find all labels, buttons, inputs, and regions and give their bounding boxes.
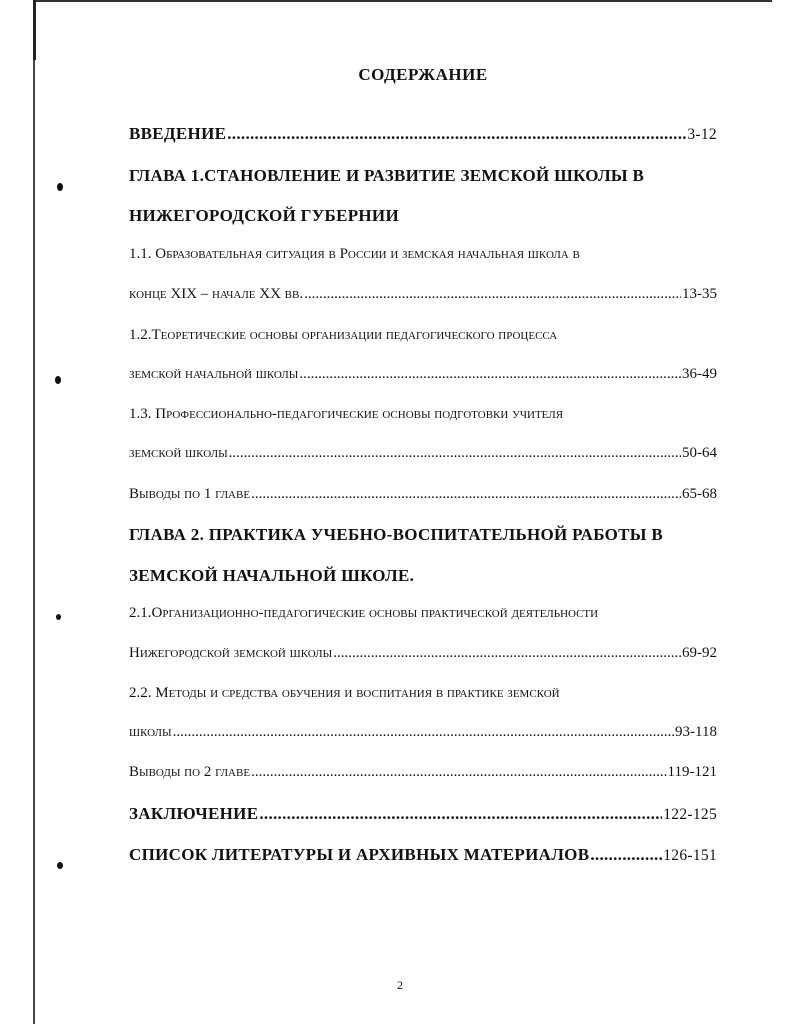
toc-section-text: 2.2. Методы и средства обучения и воспитания в практике земской (129, 685, 560, 701)
left-border-line (33, 0, 35, 1024)
toc-entry-pages: 65-68 (682, 486, 717, 502)
leader-dots (229, 445, 681, 462)
leader-dots (227, 124, 686, 144)
toc-entry-pages: 119-121 (667, 764, 717, 780)
page-number: 2 (397, 978, 403, 992)
toc-section-1-1-line1 (129, 246, 717, 263)
leader-dots (251, 764, 666, 781)
toc-section-1-3-line1 (129, 406, 717, 423)
toc-chapter-1-line1: ГЛАВА 1.СТАНОВЛЕНИЕ И РАЗВИТИЕ ЗЕМСКОЙ ШКОЛЫ В (129, 166, 645, 185)
leader-dots (173, 724, 674, 741)
toc-entry-references[interactable] (129, 845, 717, 865)
toc-entry-intro[interactable] (129, 124, 717, 144)
toc-entry-label: земской школы (129, 445, 228, 461)
toc-entry-conclusions-2[interactable] (129, 764, 717, 781)
toc-entry-label: Выводы по 1 главе (129, 486, 251, 502)
leader-dots (251, 486, 681, 503)
toc-section-text: 1.1. Образовательная ситуация в России и земская начальная школа в (129, 246, 580, 262)
scan-speck (55, 376, 61, 384)
toc-chapter-1-line2: НИЖЕГОРОДСКОЙ ГУБЕРНИИ (129, 206, 399, 225)
toc-entry-conclusion[interactable] (129, 804, 717, 824)
toc-entry-pages: 122-125 (663, 806, 717, 823)
toc-entry-label: СПИСОК ЛИТЕРАТУРЫ И АРХИВНЫХ МАТЕРИАЛОВ (129, 845, 590, 864)
top-border-line (36, 0, 772, 2)
toc-title: СОДЕРЖАНИЕ (358, 65, 488, 84)
scan-speck (57, 183, 63, 191)
leader-dots (333, 645, 681, 662)
toc-entry-section-1-2[interactable] (129, 366, 717, 383)
leader-dots (590, 845, 662, 865)
leader-dots (299, 366, 681, 383)
toc-entry-label: земской начальной школы (129, 366, 299, 382)
toc-entry-section-2-1[interactable] (129, 645, 717, 662)
toc-entry-label: ЗАКЛЮЧЕНИЕ (129, 804, 259, 823)
leader-dots (304, 286, 681, 303)
scan-speck (57, 862, 63, 869)
toc-entry-label: Нижегородской земской школы (129, 645, 333, 661)
toc-section-2-2-line1 (129, 685, 717, 702)
toc-entry-pages: 50-64 (682, 445, 717, 461)
toc-entry-pages: 3-12 (687, 126, 717, 143)
toc-entry-pages: 13-35 (682, 286, 717, 302)
toc-entry-label: конце XIX – начале XX вв. (129, 286, 304, 302)
toc-entry-pages: 93-118 (675, 724, 717, 740)
toc-entry-section-1-1[interactable] (129, 286, 717, 303)
toc-entry-label: ВВЕДЕНИЕ (129, 124, 227, 143)
toc-entry-label: школы (129, 724, 172, 740)
toc-section-1-2-line1 (129, 327, 717, 344)
left-border-line-top (33, 0, 36, 60)
toc-section-text: 2.1.Организационно-педагогические основы практической деятельности (129, 605, 599, 621)
toc-section-text: 1.2.Теоретические основы организации педагогического процесса (129, 327, 558, 343)
toc-section-text: 1.3. Профессионально-педагогические основы подготовки учителя (129, 406, 564, 422)
toc-entry-pages: 69-92 (682, 645, 717, 661)
toc-entry-pages: 36-49 (682, 366, 717, 382)
toc-chapter-2-line2: ЗЕМСКОЙ НАЧАЛЬНОЙ ШКОЛЕ. (129, 566, 415, 585)
scan-speck (56, 614, 61, 620)
toc-entry-pages: 126-151 (663, 847, 717, 864)
leader-dots (259, 804, 662, 824)
toc-entry-conclusions-1[interactable] (129, 486, 717, 503)
toc-entry-section-1-3[interactable] (129, 445, 717, 462)
toc-chapter-2-line1: ГЛАВА 2. ПРАКТИКА УЧЕБНО-ВОСПИТАТЕЛЬНОЙ РАБОТЫ В (129, 525, 663, 544)
toc-section-2-1-line1 (129, 605, 717, 622)
toc-entry-section-2-2[interactable] (129, 724, 717, 741)
toc-entry-label: Выводы по 2 главе (129, 764, 251, 780)
